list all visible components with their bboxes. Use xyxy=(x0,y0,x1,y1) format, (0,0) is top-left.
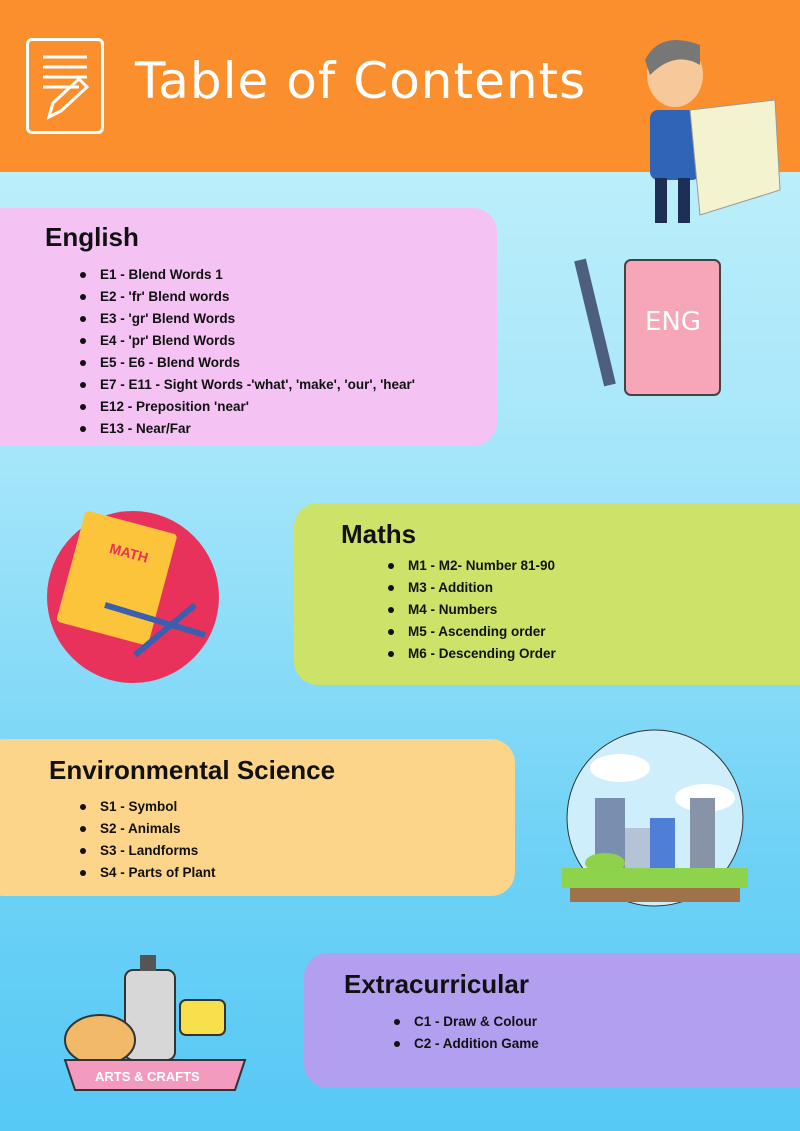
english-list xyxy=(80,264,415,440)
header xyxy=(0,0,800,172)
evs-list xyxy=(80,796,216,884)
document-edit-icon xyxy=(26,38,104,134)
list-item: M3 - Addition xyxy=(388,577,556,599)
maths-list xyxy=(388,555,556,665)
page-title: Table of Contents xyxy=(135,52,587,110)
list-item: M6 - Descending Order xyxy=(388,643,556,665)
extracurricular-list xyxy=(394,1011,539,1055)
list-item: M1 - M2- Number 81-90 xyxy=(388,555,556,577)
english-section xyxy=(0,208,497,446)
list-item: E1 - Blend Words 1 xyxy=(80,264,415,286)
list-item: S4 - Parts of Plant xyxy=(80,862,216,884)
list-item: S1 - Symbol xyxy=(80,796,216,818)
list-item: S3 - Landforms xyxy=(80,840,216,862)
list-item: E13 - Near/Far xyxy=(80,418,415,440)
list-item: M5 - Ascending order xyxy=(388,621,556,643)
math-book-illustration xyxy=(45,505,225,685)
list-item: C1 - Draw & Colour xyxy=(394,1011,539,1033)
banner-label: ARTS & CRAFTS xyxy=(95,1069,200,1084)
arts-crafts-illustration xyxy=(55,940,255,1100)
list-item: E2 - 'fr' Blend words xyxy=(80,286,415,308)
list-item: S2 - Animals xyxy=(80,818,216,840)
list-item: E12 - Preposition 'near' xyxy=(80,396,415,418)
list-item: E4 - 'pr' Blend Words xyxy=(80,330,415,352)
eng-book-illustration xyxy=(565,255,735,405)
evs-section xyxy=(0,739,515,896)
section-title: English xyxy=(45,222,139,252)
list-item: E3 - 'gr' Blend Words xyxy=(80,308,415,330)
book-label: ENG xyxy=(645,307,702,337)
list-item: E5 - E6 - Blend Words xyxy=(80,352,415,374)
section-title: Environmental Science xyxy=(49,755,336,785)
teacher-illustration xyxy=(630,30,790,230)
list-item: M4 - Numbers xyxy=(388,599,556,621)
list-item: E7 - E11 - Sight Words -'what', 'make', 'our', 'hear' xyxy=(80,374,415,396)
section-title: Maths xyxy=(341,519,417,549)
section-title: Extracurricular xyxy=(344,969,529,999)
maths-section xyxy=(294,503,800,685)
extracurricular-section xyxy=(304,953,800,1088)
city-illustration xyxy=(560,728,750,908)
list-item: C2 - Addition Game xyxy=(394,1033,539,1055)
book-label: MATH xyxy=(107,540,151,566)
